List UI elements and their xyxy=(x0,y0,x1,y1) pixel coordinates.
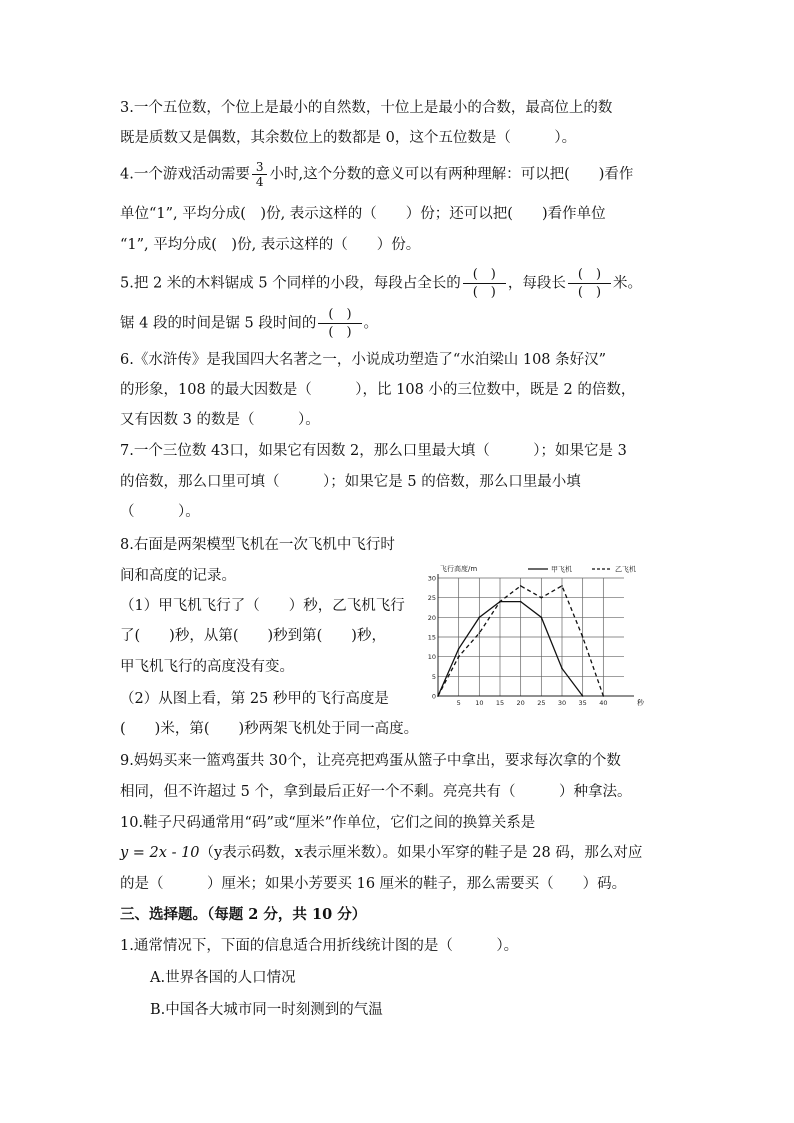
x-tick-label: 40 xyxy=(599,699,608,707)
series-1-point xyxy=(479,617,481,619)
q5-f1-den: ( ) xyxy=(472,285,496,300)
q8-line7: ( )米，第( )秒两架飞机处于同一高度。 xyxy=(120,721,419,737)
series-2-point xyxy=(541,597,543,599)
y-tick-label: 10 xyxy=(428,653,436,662)
x-axis-label: 秒 xyxy=(637,699,644,707)
section3-q1-option-b: B.中国各大城市同一时刻测到的气温 xyxy=(150,1002,383,1018)
y-axis-label: 飞行高度/m xyxy=(440,565,478,573)
x-tick-label: 35 xyxy=(578,699,587,707)
series-1-point xyxy=(541,617,543,619)
series-2-point xyxy=(437,695,439,697)
q4-frac-den: 4 xyxy=(255,175,264,189)
q5-line2 xyxy=(120,306,378,341)
series-2-point xyxy=(479,632,481,634)
q8-line1: 8.右面是两架模型飞机在一次飞机中飞行时 xyxy=(120,537,395,553)
q4-line1 xyxy=(120,160,633,189)
series-1-point xyxy=(520,601,522,603)
x-tick-label: 30 xyxy=(557,699,567,707)
series-1-point xyxy=(458,648,460,650)
series-2-point xyxy=(603,695,605,697)
y-tick-label: 5 xyxy=(431,672,436,681)
q4-frac-num: 3 xyxy=(252,160,268,175)
q10-line3: 的是（ ）厘米；如果小芳要买 16 厘米的鞋子，那么需要买（ ）码。 xyxy=(120,876,627,892)
q5-suffix: 米。 xyxy=(613,275,643,292)
x-tick-label: 5 xyxy=(456,699,461,707)
q7-line3: （ ）。 xyxy=(120,504,200,520)
x-tick-label: 15 xyxy=(495,699,505,707)
y-tick-label: 15 xyxy=(428,633,436,642)
q6-line3: 又有因数 3 的数是（ ）。 xyxy=(120,412,320,428)
q8-line6: （2）从图上看，第 25 秒甲的飞行高度是 xyxy=(120,691,389,707)
q8-line5: 甲飞机飞行的高度没有变。 xyxy=(120,659,294,675)
q4-prefix: 4.一个游戏活动需要 xyxy=(120,166,250,183)
q6-line1: 6.《水浒传》是我国四大名著之一，小说成功塑造了“水泊梁山 108 条好汉” xyxy=(120,352,607,368)
q5-f2-num: ( ) xyxy=(568,266,611,284)
q5-line1 xyxy=(120,266,642,301)
q5-f3-den: ( ) xyxy=(328,325,352,340)
series-line-1 xyxy=(438,602,583,696)
q4-line3: “1”, 平均分成( )份, 表示这样的（ ）份。 xyxy=(120,237,421,253)
q3-line2: 既是质数又是偶数，其余数位上的数都是 0，这个五位数是（ ）。 xyxy=(120,130,577,146)
q7-line2: 的倍数，那么口里可填（ ）；如果它是 5 的倍数，那么口里最小填 xyxy=(120,474,581,490)
q10-formula: y = 2x - 10 xyxy=(120,845,200,861)
q3-line1: 3.一个五位数，个位上是最小的自然数，十位上是最小的合数，最高位上的数 xyxy=(120,100,613,116)
q4-suffix: 小时,这个分数的意义可以有两种理解：可以把( )看作 xyxy=(269,166,634,183)
q5-line2-suffix: 。 xyxy=(363,315,379,332)
q10-line2 xyxy=(120,843,642,863)
q8-line4: 了( )秒，从第( )秒到第( )秒， xyxy=(120,628,386,644)
q5-f1-num: ( ) xyxy=(463,266,506,284)
y-tick-label: 30 xyxy=(428,574,436,583)
q8-line3: （1）甲飞机飞行了（ ）秒，乙飞机飞行 xyxy=(120,598,405,614)
series-2-point xyxy=(582,636,584,638)
y-tick-label: 0 xyxy=(431,692,436,701)
section3-q1: 1.通常情况下，下面的信息适合用折线统计图的是（ ）。 xyxy=(120,938,519,954)
x-tick-label: 20 xyxy=(516,699,525,707)
flight-altitude-chart xyxy=(428,560,660,712)
q4-line2: 单位“1”, 平均分成( )份, 表示这样的（ ）份；还可以把( )看作单位 xyxy=(120,206,606,222)
q5-f2-den: ( ) xyxy=(577,285,602,300)
q10-line1: 10.鞋子尺码通常用“码”或“厘米”作单位，它们之间的换算关系是 xyxy=(120,815,536,831)
q8-line2: 间和高度的记录。 xyxy=(120,568,236,584)
q5-fraction-3 xyxy=(318,306,361,341)
q5-mid: ，每段长 xyxy=(507,275,566,292)
q6-line2: 的形象，108 的最大因数是（ ），比 108 小的三位数中，既是 2 的倍数， xyxy=(120,382,636,398)
y-tick-label: 25 xyxy=(428,594,436,603)
series-1-point xyxy=(561,668,563,670)
q10-formula-note: （y表示码数，x表示厘米数）。如果小军穿的鞋子是 28 码，那么对应 xyxy=(199,845,643,861)
y-tick-label: 20 xyxy=(428,613,436,622)
x-tick-label: 25 xyxy=(537,699,546,707)
series-1-point xyxy=(582,695,584,697)
legend-label-2: 乙飞机 xyxy=(615,565,636,574)
legend-label-1: 甲飞机 xyxy=(551,565,572,574)
series-2-point xyxy=(499,601,501,603)
q9-line2: 相同，但不许超过 5 个，拿到最后正好一个不剩。亮亮共有（ ）种拿法。 xyxy=(120,784,632,800)
q7-line1: 7.一个三位数 43口，如果它有因数 2，那么口里最大填（ ）；如果它是 3 xyxy=(120,443,627,459)
q5-f3-num: ( ) xyxy=(318,306,361,324)
section3-title: 三、选择题。（每题 2 分，共 10 分） xyxy=(120,906,367,923)
q5-line2-prefix: 锯 4 段的时间是锯 5 段时间的 xyxy=(120,315,317,332)
q5-fraction-2 xyxy=(568,266,611,301)
q9-line1: 9.妈妈买来一篮鸡蛋共 30个，让亮亮把鸡蛋从篮子中拿出，要求每次拿的个数 xyxy=(120,753,621,769)
q5-fraction-1 xyxy=(463,266,506,301)
section3-q1-option-a: A.世界各国的人口情况 xyxy=(150,970,296,986)
q5-prefix: 5.把 2 米的木料锯成 5 个同样的小段，每段占全长的 xyxy=(120,275,461,292)
q4-fraction xyxy=(252,160,268,189)
x-tick-label: 10 xyxy=(475,699,484,707)
series-2-point xyxy=(561,585,563,587)
series-2-point xyxy=(458,656,460,658)
series-2-point xyxy=(520,585,522,587)
